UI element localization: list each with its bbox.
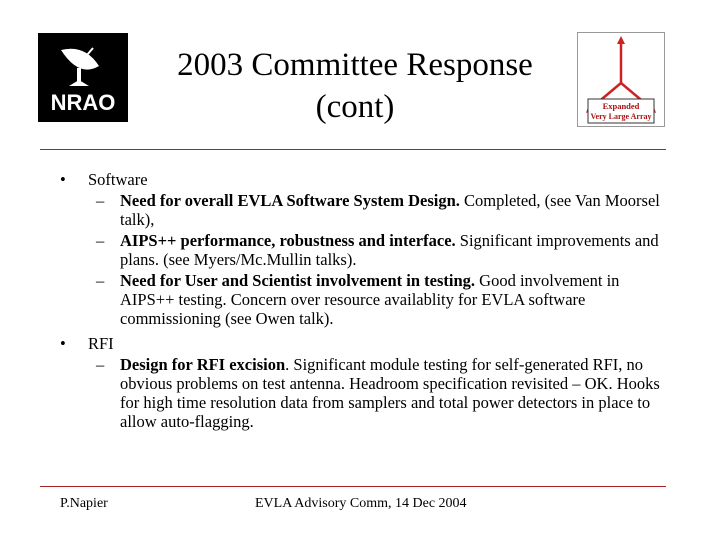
footer-event: EVLA Advisory Comm, 14 Dec 2004 — [255, 496, 467, 511]
evla-logo-line-2: Very Large Array — [590, 112, 652, 121]
bullet-rfi — [54, 334, 666, 353]
sub-item-heading: Need for User and Scientist involvement in testing. — [120, 271, 476, 290]
sub-item-text: Completed, (see Van Moorsel talk), — [120, 191, 660, 229]
title-line-1: 2003 Committee Response — [177, 47, 533, 83]
title-line-2: (cont) — [315, 89, 395, 125]
sub-item-heading: AIPS++ performance, robustness and interface. — [120, 231, 456, 250]
sub-item-heading: Need for overall EVLA Software System Design. — [120, 191, 460, 210]
sub-item-user-testing — [54, 271, 666, 328]
sub-item-text: Significant improvements and plans. (see Myers/Mc.Mullin talks). — [120, 231, 659, 269]
bullet-label: RFI — [88, 334, 114, 353]
bullet-mark: • — [60, 170, 66, 189]
nrao-logo-text: NRAO — [50, 90, 116, 115]
nrao-logo-icon — [38, 33, 128, 122]
evla-logo-icon — [577, 32, 665, 127]
title-divider — [40, 149, 666, 150]
sub-item-software-design — [54, 191, 666, 229]
sub-item-heading: Design for RFI excision — [120, 355, 286, 374]
slide-title — [140, 44, 570, 128]
bullet-mark: • — [60, 334, 66, 353]
bullet-label: Software — [88, 170, 148, 189]
footer-author: P.Napier — [60, 496, 108, 511]
bullet-software — [54, 170, 666, 189]
sub-item-aips-performance — [54, 231, 666, 269]
footer-divider — [40, 486, 666, 487]
sub-bullet-mark: – — [96, 191, 105, 210]
sub-bullet-mark: – — [96, 271, 105, 290]
sub-bullet-mark: – — [96, 355, 105, 374]
sub-bullet-mark: – — [96, 231, 105, 250]
sub-item-rfi-excision — [54, 355, 666, 431]
evla-logo-line-1: Expanded — [602, 101, 640, 111]
sub-item-text: . Significant module testing for self-generated RFI, no obvious problems on test antenna. Headroom specification revisited – OK. Hooks for high time resolution data from samplers and total power detectors in place to allow auto-flagging. — [120, 355, 660, 431]
sub-item-text: Good involvement in AIPS++ testing. Concern over resource availablity for EVLA software commissioning (see Owen talk). — [120, 271, 620, 328]
slide-body — [54, 170, 666, 433]
